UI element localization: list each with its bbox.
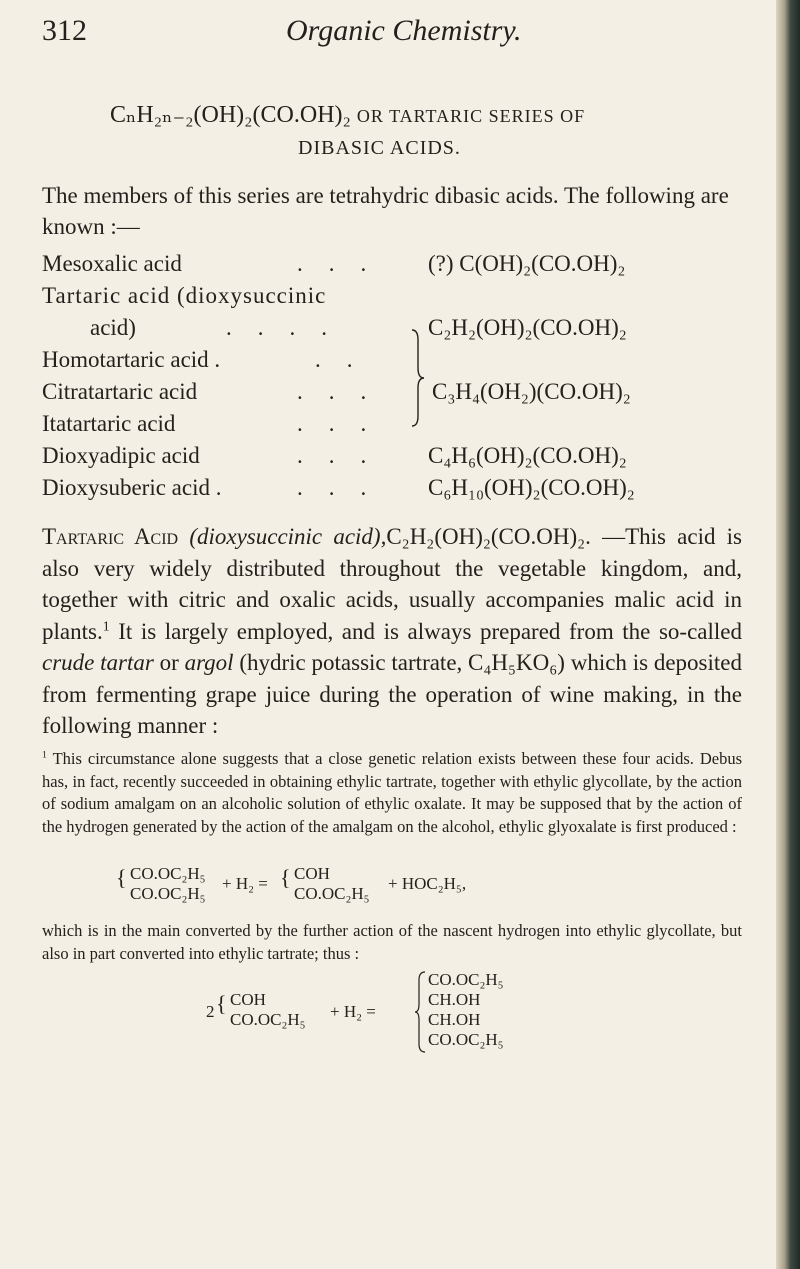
acid-formula: C₃H₄(OH₂)(CO.OH)₂ [432, 379, 631, 404]
running-title: Organic Chemistry. [286, 14, 522, 47]
acid-formula: (?) C(OH)₂(CO.OH)₂ [428, 251, 626, 276]
acid-name-cont: acid) [90, 315, 136, 340]
footnote-text: This circumstance alone suggests that a close genetic relation exists between these four acids. Debus has, in fact, recently succeeded in obtaining ethylic tartrate, together with ethylic glycollate, by the action of sodium amalgam on an alcoholic solution of ethylic oxalate. It may be supposed that by the action of the hydrogen generated by the action of the amalgam on the alcohol, ethylic glyoxalate is first produced : [42, 749, 742, 836]
eq1-right-top: COH [294, 864, 330, 883]
title-formula: CₙH₂ₙ₋₂(OH)₂(CO.OH)₂ [110, 102, 351, 128]
brace-icon [414, 970, 426, 1054]
eq1-left-top: CO.OC₂H₅ [130, 864, 206, 883]
eq2-left-bottom: CO.OC₂H₅ [230, 1010, 306, 1029]
eq2-right-line: CO.OC₂H₅ [428, 970, 504, 989]
paragraph-text: It is largely employed, and is always prepared from the so-called [109, 618, 742, 644]
eq2-coefficient: 2 [206, 1002, 215, 1021]
page-edge [776, 0, 800, 1269]
eq2-right-line: CH.OH [428, 1010, 481, 1029]
brace-icon [410, 328, 426, 428]
eq1-left-bottom: CO.OC₂H₅ [130, 884, 206, 903]
argol-term: argol [184, 650, 234, 675]
brace-icon: { [280, 865, 291, 890]
acid-name: Itatartaric acid [42, 411, 176, 436]
intro-text: The members of this series are tetrahydric dibasic acids. The following are known :— [42, 183, 729, 239]
leader-dots: ... [297, 251, 393, 276]
leader-dots: .. [315, 347, 379, 372]
footnote-mark: 1 [42, 749, 47, 761]
brace-icon: { [216, 991, 227, 1016]
tartaric-heading-formula: C₂H₂(OH)₂(CO.OH)₂. [386, 524, 591, 549]
acid-name: Citratartaric acid [42, 379, 198, 404]
acid-formula: C₆H₁₀(OH)₂(CO.OH)₂ [428, 475, 635, 500]
eq2-left-top: COH [230, 990, 266, 1009]
leader-dots: ... [297, 379, 393, 404]
acid-name: Tartaric acid (dioxysuccinic [42, 283, 327, 308]
eq1-right-bottom: CO.OC₂H₅ [294, 884, 370, 903]
paragraph-text: (hydric potassic tartrate, C₄H₅KO₆) which is deposited from fermenting grape juice during the operation of wine making, in the following manner : [42, 650, 742, 738]
section-title [110, 100, 585, 129]
paragraph-text: —This acid is also very widely distributed throughout the vegetable kingdom, and, together with citric and oxalic acids, usually accompanies malic acid in plants. [42, 524, 742, 644]
paragraph-text: or [153, 650, 185, 675]
page-number: 312 [42, 14, 87, 47]
acid-name: Dioxyadipic acid [42, 443, 200, 468]
acid-formula: C₄H₆(OH)₂(CO.OH)₂ [428, 443, 627, 468]
tartaric-heading: Tartaric Acid [42, 524, 179, 549]
crude-tartar-term: crude tartar [42, 650, 154, 675]
leader-dots: ... [297, 475, 393, 500]
leader-dots: ... [297, 443, 393, 468]
eq1-plus-h2: + H₂ = [222, 874, 268, 893]
eq1-tail: + HOC₂H₅, [388, 874, 467, 893]
footnote-ref[interactable]: 1 [102, 617, 110, 633]
acid-name: Dioxysuberic acid . [42, 475, 222, 500]
section-subtitle: DIBASIC ACIDS. [298, 137, 461, 159]
footnote [42, 748, 742, 838]
brace-icon: { [116, 865, 127, 890]
tartaric-acid-paragraph [42, 521, 742, 742]
tartaric-heading-italic: (dioxysuccinic acid), [189, 524, 387, 549]
footnote-text-cont: which is in the main converted by the further action of the nascent hydrogen into ethylic glycollate, but also in part converted into ethylic tartrate; thus : [42, 921, 742, 963]
eq2-right-line: CO.OC₂H₅ [428, 1030, 504, 1049]
title-or: OR TARTARIC SERIES OF [356, 106, 586, 126]
eq2-plus-h2: + H₂ = [330, 1002, 376, 1021]
leader-dots: ... [297, 411, 393, 436]
eq2-right-line: CH.OH [428, 990, 481, 1009]
leader-dots: .... [226, 315, 353, 340]
acid-formula: C₂H₂(OH)₂(CO.OH)₂ [428, 315, 627, 340]
acid-name: Homotartaric acid . [42, 347, 221, 372]
acid-name: Mesoxalic acid [42, 251, 182, 276]
